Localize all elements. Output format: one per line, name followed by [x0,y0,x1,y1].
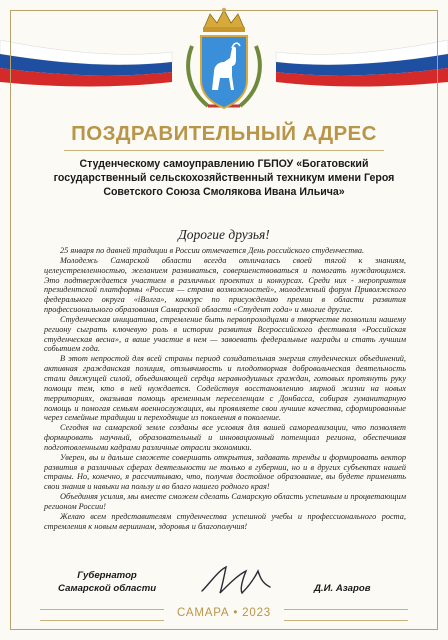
title-divider [64,150,384,151]
signatory-title-line: Самарской области [58,582,157,594]
signatory-title-line: Губернатор [77,570,137,581]
paragraph: Уверен, вы и дальше сможете совершать открытия, задавать тренды и формировать вектор развития в различных сферах деятельности не только в губернии, но и в других субъектах нашей страны. Но, конечно, я рассчитываю, что, получив достойное образование, вы будете применять свои знания и навыки на пользу и во благо нашего родного края! [44,452,406,492]
signatory-name: Д.И. Азаров [314,583,371,594]
paragraph: 25 января по давней традиции в России отмечается День российского студенчества. [60,246,365,255]
footer-city-year: САМАРА • 2023 [164,604,284,622]
footer [0,603,448,625]
paragraph: Сегодня на самарской земле созданы все условия для вашей самореализации, что позволяет формировать научный, образовательный и инновационный потенциал региона, обеспечивая подготовленными кадрами различные отрасли экономики. [44,423,406,452]
signatory-title [58,570,156,595]
greeting: Дорогие друзья! [178,227,270,242]
letter-body [44,246,406,531]
handwritten-signature [196,561,276,599]
paragraph: Молодежь Самарской области всегда отличалась своей тягой к знаниям, целеустремленностью, желанием развиваться, совершенствоваться и помогать нуждающимся. Это подтверждается участием в различных проектах и конкурсах. Среди них - мероприятия президентской платформы «Россия — страна возможностей», молодежный форум Приволжского федерального округа «iВолга», конкурс по присуждению премии в области развития профессионального образования Самарской области «Студент года» и многие другие. [44,255,406,315]
paragraph: Объединяя усилия, мы вместе сможем сделать Самарскую область успешным и процветающим регионом России! [44,492,406,511]
document-title: ПОЗДРАВИТЕЛЬНЫЙ АДРЕС [71,122,377,145]
paragraph: В этот непростой для всей страны период созидательная энергия студенческих объединений, активная гражданская позиция, отзывчивость и плодотворная добровольческая деятельность стали движущей силой, объединяющей сердца неравнодушных граждан, готовых протянуть руку помощи тем, кто в ней нуждается. Содействуя восстановлению мирной жизни на новых территориях, оказывая помощь временным переселенцам с Донбасса, собирая гуманитарную помощь и помогая семьям военнослужащих, вы проявляете свои лучшие качества, сформированные через семейные традиции и переходящие из поколения в поколение. [44,354,406,423]
paragraph: Студенческая инициатива, стремление быть первопроходцами в творчестве позволили нашему региону сыграть ключевую роль в истории развития Всероссийского фестиваля «Российская студенческая весна», а ваше участие в нем — завоевать федеральные награды и стать лучшим событием года. [44,314,406,354]
recipient-text: Студенческому самоуправлению ГБПОУ «Богатовский государственный сельскохозяйственный техникум имени Героя Советского Союза Смолякова Ивана Ильича» [53,158,395,198]
coat-of-arms-icon [174,6,274,118]
paragraph: Желаю всем представителям студенчества успешной учебы и профессионального роста, стремления к новым вершинам, здоровья и благополучия! [44,511,406,531]
